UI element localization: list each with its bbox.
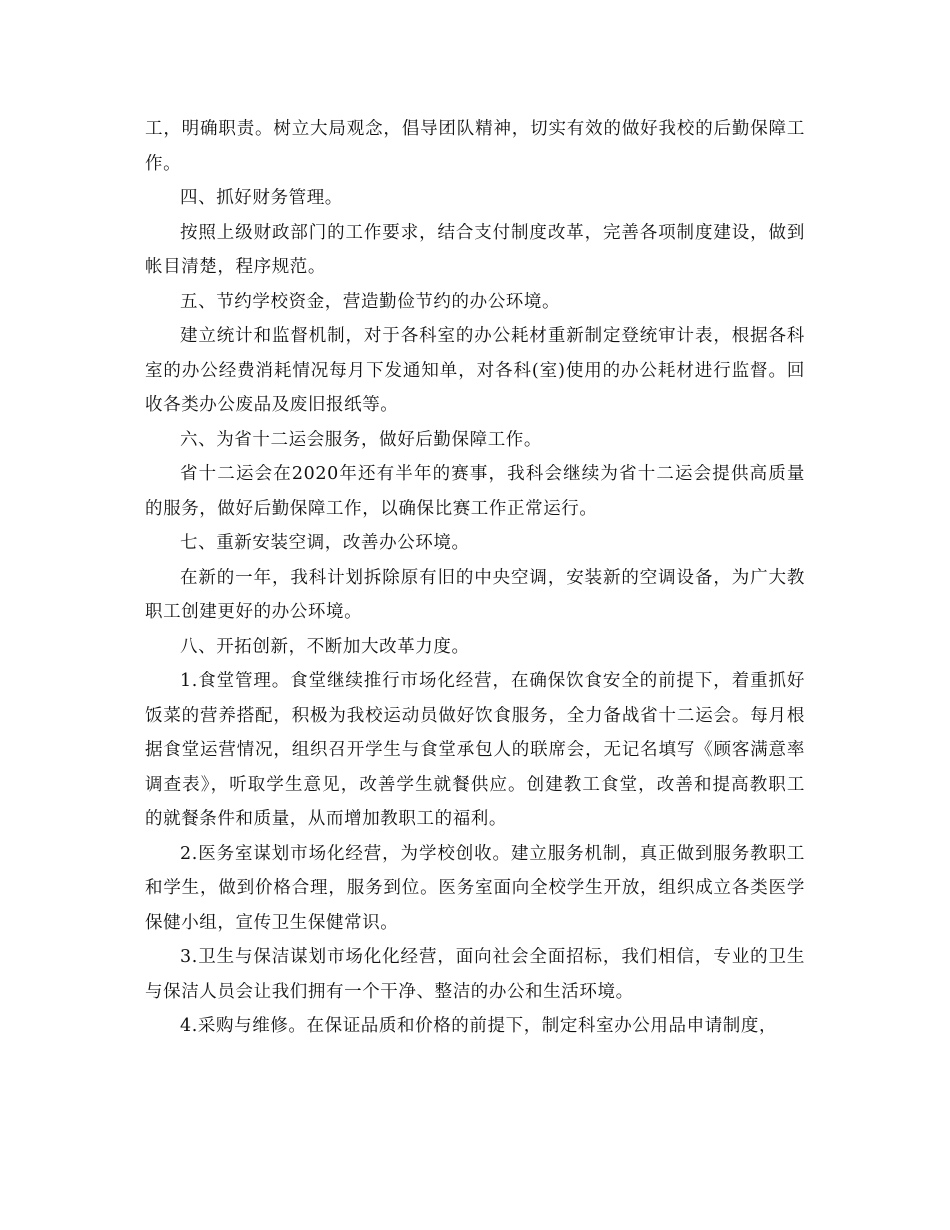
paragraph-cleaning: 3.卫生与保洁谋划市场化化经营，面向社会全面招标，我们相信，专业的卫生与保洁人员会让我们拥有一个干净、整洁的办公和生活环境。 xyxy=(145,947,805,1002)
paragraph-canteen: 1.食堂管理。食堂继续推行市场化经营，在确保饮食安全的前提下，着重抓好饭菜的营养搭配，积极为我校运动员做好饮食服务，全力备战省十二运会。每月根据食堂运营情况，组织召开学生与食堂承包人的联席会，无记名填写《顾客满意率调查表》，听取学生意见，改善学生就餐供应。创建教工食堂，改善和提高教职工的就餐条件和质量，从而增加教职工的福利。 xyxy=(145,671,805,829)
section-heading-savings: 五、节约学校资金，营造勤俭节约的办公环境。 xyxy=(180,291,561,312)
paragraph-clinic: 2.医务室谋划市场化经营，为学校创收。建立服务机制，真正做到服务教职工和学生，做到价格合理，服务到位。医务室面向全校学生开放，组织成立各类医学保健小组，宣传卫生保健常识。 xyxy=(145,843,805,933)
paragraph-games-service: 省十二运会在2020年还有半年的赛事，我科会继续为省十二运会提供高质量的服务，做好后勤保障工作，以确保比赛工作正常运行。 xyxy=(145,464,805,519)
document-body xyxy=(145,112,805,1044)
section-heading-games-service: 六、为省十二运会服务，做好后勤保障工作。 xyxy=(180,429,542,450)
paragraph-air-conditioning: 在新的一年，我科计划拆除原有旧的中央空调，安装新的空调设备，为广大教职工创建更好的办公环境。 xyxy=(145,567,805,622)
section-heading-finance: 四、抓好财务管理。 xyxy=(180,188,343,208)
section-heading-air-conditioning: 七、重新安装空调，改善办公环境。 xyxy=(180,533,470,553)
paragraph-savings: 建立统计和监督机制，对于各科室的办公耗材重新制定登统审计表，根据各科室的办公经费消耗情况每月下发通知单，对各科(室)使用的办公耗材进行监督。回收各类办公废品及废旧报纸等。 xyxy=(145,326,805,415)
paragraph-finance: 按照上级财政部门的工作要求，结合支付制度改革，完善各项制度建设，做到帐目清楚，程序规范。 xyxy=(145,222,805,277)
section-heading-innovation: 八、开拓创新，不断加大改革力度。 xyxy=(180,636,470,657)
paragraph-continuation: 工，明确职责。树立大局观念，倡导团队精神，切实有效的做好我校的后勤保障工作。 xyxy=(145,119,805,174)
paragraph-procurement: 4.采购与维修。在保证品质和价格的前提下，制定科室办公用品申请制度， xyxy=(180,1016,778,1036)
